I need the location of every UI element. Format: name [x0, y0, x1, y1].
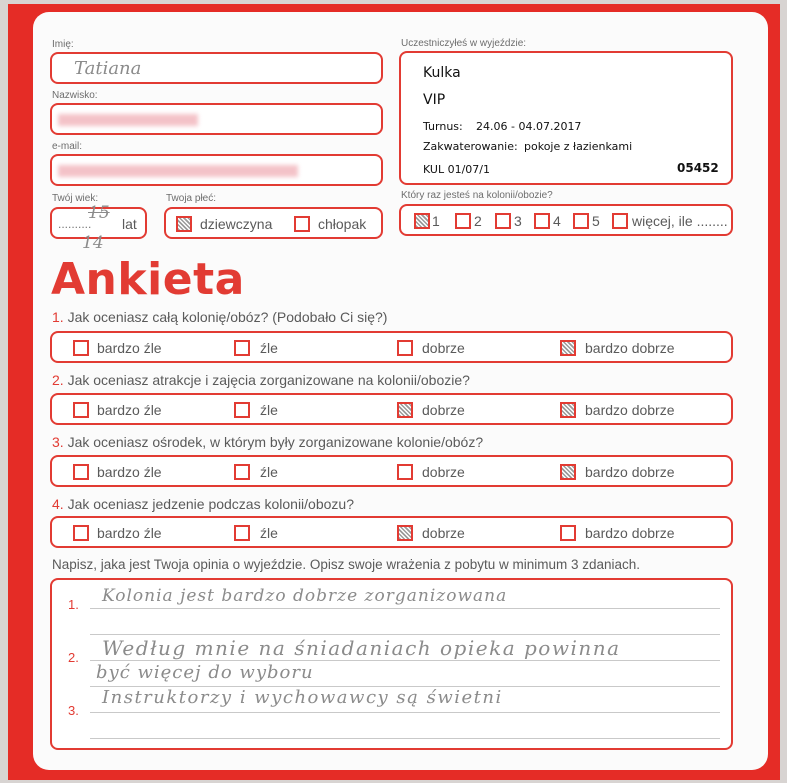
q3-checkbox-bardzo-zle[interactable] [73, 464, 89, 480]
opinion-handwriting-3: Instruktorzy i wychowawcy są świetni [102, 687, 503, 708]
q4-checkbox-bardzo-zle[interactable] [73, 525, 89, 541]
age-handwriting-strike: 15 [88, 203, 110, 223]
age-suffix: lat [122, 216, 137, 232]
times-label-1: 1 [432, 213, 440, 229]
q1-label-zle: źle [260, 340, 278, 356]
question-2: 2. Jak oceniasz atrakcje i zajęcia zorganizowane na kolonii/obozie? [52, 372, 470, 388]
redacted-email [58, 165, 298, 177]
q2-label-dobrze: dobrze [422, 402, 465, 418]
opinion-box[interactable] [50, 578, 733, 750]
gender-checkbox-girl[interactable] [176, 216, 192, 232]
q4-label-bardzo-zle: bardzo źle [97, 525, 162, 541]
opinion-handwriting-2: Według mnie na śniadaniach opieka powinna [102, 636, 621, 660]
q2-label-bardzo-dobrze: bardzo dobrze [585, 402, 675, 418]
label-wiek: Twój wiek: [52, 193, 99, 204]
opinion-number-3: 3. [68, 703, 79, 718]
opinion-rule-3 [90, 660, 720, 661]
opinion-rule-2 [90, 634, 720, 635]
q2-checkbox-zle[interactable] [234, 402, 250, 418]
q2-label-zle: źle [260, 402, 278, 418]
rating-row-3 [50, 455, 733, 487]
q2-label-bardzo-zle: bardzo źle [97, 402, 162, 418]
age-handwriting: 14 [82, 233, 104, 253]
accommodation-value: pokoje z łazienkami [524, 140, 633, 153]
rating-row-4 [50, 516, 733, 548]
trip-code: KUL 01/07/1 [423, 163, 490, 176]
q1-checkbox-bardzo-zle[interactable] [73, 340, 89, 356]
rating-row-2 [50, 393, 733, 425]
q3-label-bardzo-dobrze: bardzo dobrze [585, 464, 675, 480]
name-handwriting: Tatiana [74, 58, 142, 79]
q1-label-bardzo-dobrze: bardzo dobrze [585, 340, 675, 356]
question-3: 3. Jak oceniasz ośrodek, w którym były zorganizowane kolonie/obóz? [52, 434, 484, 450]
q4-checkbox-bardzo-dobrze[interactable] [560, 525, 576, 541]
q1-label-dobrze: dobrze [422, 340, 465, 356]
gender-checkbox-boy[interactable] [294, 216, 310, 232]
times-checkbox-2[interactable] [455, 213, 471, 229]
q3-checkbox-dobrze[interactable] [397, 464, 413, 480]
opinion-handwriting-1: Kolonia jest bardzo dobrze zorganizowana [102, 586, 508, 606]
times-checkbox-1[interactable] [414, 213, 430, 229]
q2-checkbox-dobrze[interactable] [397, 402, 413, 418]
accommodation-label: Zakwaterowanie: [423, 140, 518, 153]
q1-label-bardzo-zle: bardzo źle [97, 340, 162, 356]
label-ktory-raz: Który raz jesteś na kolonii/obozie? [401, 190, 553, 201]
opinion-number-2: 2. [68, 650, 79, 665]
q3-checkbox-zle[interactable] [234, 464, 250, 480]
q3-label-zle: źle [260, 464, 278, 480]
rating-row-1 [50, 331, 733, 363]
label-uczestnik: Uczestniczyłeś w wyjeździe: [401, 38, 527, 49]
question-4: 4. Jak oceniasz jedzenie podczas kolonii/obozu? [52, 496, 354, 512]
trip-tag: VIP [423, 92, 446, 108]
times-label-3: 3 [514, 213, 522, 229]
turnus-label: Turnus: [423, 120, 463, 133]
label-plec: Twoja płeć: [166, 193, 217, 204]
turnus-value: 24.06 - 04.07.2017 [476, 120, 582, 133]
q2-checkbox-bardzo-zle[interactable] [73, 402, 89, 418]
opinion-handwriting-2b: być więcej do wyboru [96, 662, 314, 683]
opinion-rule-6 [90, 738, 720, 739]
q2-checkbox-bardzo-dobrze[interactable] [560, 402, 576, 418]
q1-checkbox-bardzo-dobrze[interactable] [560, 340, 576, 356]
age-dots: .......... [58, 217, 92, 231]
times-checkbox-4[interactable] [534, 213, 550, 229]
gender-label-boy: chłopak [318, 216, 367, 232]
q1-checkbox-dobrze[interactable] [397, 340, 413, 356]
trip-name: Kulka [423, 65, 461, 81]
trip-info-box [399, 51, 733, 185]
surname-field[interactable] [50, 103, 383, 135]
times-checkbox-3[interactable] [495, 213, 511, 229]
q4-label-zle: źle [260, 525, 278, 541]
label-nazwisko: Nazwisko: [52, 90, 98, 101]
label-email: e-mail: [52, 141, 83, 152]
times-label-4: 4 [553, 213, 561, 229]
q4-label-bardzo-dobrze: bardzo dobrze [585, 525, 675, 541]
q3-label-bardzo-zle: bardzo źle [97, 464, 162, 480]
q3-checkbox-bardzo-dobrze[interactable] [560, 464, 576, 480]
gender-label-girl: dziewczyna [200, 216, 273, 232]
q4-checkbox-dobrze[interactable] [397, 525, 413, 541]
times-label-more: więcej, ile ........ [632, 213, 728, 229]
opinion-rule-5 [90, 712, 720, 713]
trip-id: 05452 [677, 161, 719, 175]
email-field[interactable] [50, 154, 383, 186]
q4-label-dobrze: dobrze [422, 525, 465, 541]
q4-checkbox-zle[interactable] [234, 525, 250, 541]
page-title: Ankieta [51, 254, 245, 305]
gender-field [164, 207, 383, 239]
question-1: 1. Jak oceniasz całą kolonię/obóz? (Podobało Ci się?) [52, 309, 388, 325]
times-checkbox-more[interactable] [612, 213, 628, 229]
times-field [399, 204, 733, 236]
opinion-rule-1 [90, 608, 720, 609]
times-label-5: 5 [592, 213, 600, 229]
times-checkbox-5[interactable] [573, 213, 589, 229]
times-label-2: 2 [474, 213, 482, 229]
redacted-surname [58, 114, 198, 126]
q1-checkbox-zle[interactable] [234, 340, 250, 356]
opinion-number-1: 1. [68, 597, 79, 612]
opinion-prompt: Napisz, jaka jest Twoja opinia o wyjeździe. Opisz swoje wrażenia z pobytu w minimum 3 zdaniach. [52, 557, 641, 572]
name-field[interactable] [50, 52, 383, 84]
q3-label-dobrze: dobrze [422, 464, 465, 480]
label-imie: Imię: [52, 39, 74, 50]
